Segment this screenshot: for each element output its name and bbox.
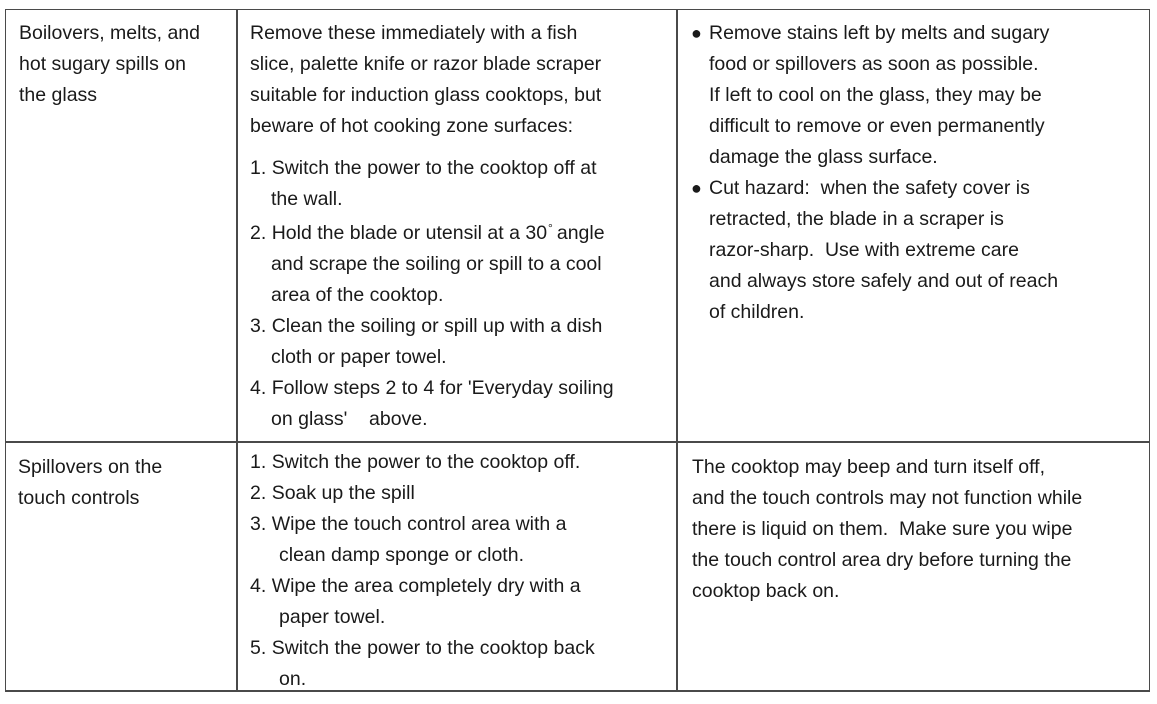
step-number: 4. [250,575,267,597]
step-number: 5. [250,637,267,659]
cleaning-table [5,9,1150,692]
step-text: Switch the power to the cooktop off. [271,451,581,473]
note-text-line: there is liquid on them. Make sure you wipe [692,518,1073,540]
list-item [250,153,614,215]
note-text: Remove stains left by melts and sugary [709,22,1050,44]
step-text: the wall. [271,188,343,210]
problem-text-line: touch controls [18,487,140,509]
note-text-line: the touch control area dry before turning the [692,549,1072,571]
row2-problem-cell [18,452,162,514]
step-number: 3. [250,513,267,535]
note-text: of children. [709,301,805,323]
problem-text-line: Boilovers, melts, and [19,22,200,44]
step-text: Soak up the spill [271,482,415,504]
list-item [250,478,595,509]
row1-solution-cell [250,18,614,435]
list-item [691,173,1059,328]
row2-notes-cell [692,452,1082,607]
note-text: Cut hazard: when the safety cover is [709,177,1030,199]
step-text: paper towel. [279,606,386,628]
row1-notes-cell [691,18,1059,328]
step-number: 2. [250,482,267,504]
solution-intro-line: suitable for induction glass cooktops, but [250,84,602,106]
note-text-line: and the touch controls may not function while [692,487,1083,509]
problem-text-line: the glass [19,84,98,106]
step-text: Clean the soiling or spill up with a dish [271,315,603,337]
column-divider [676,10,678,690]
bullet-icon: ● [691,23,702,43]
step-number: 1. [250,451,267,473]
step-text: Follow steps 2 to 4 for 'Everyday soiling [271,377,614,399]
step-number: 3. [250,315,267,337]
step-text: on glass' above. [271,408,428,430]
note-text: retracted, the blade in a scraper is [709,208,1004,230]
note-text-line: cooktop back on. [692,580,840,602]
row-divider [6,441,1149,443]
note-text: food or spillovers as soon as possible. [709,53,1039,75]
step-text: clean damp sponge or cloth. [279,544,524,566]
step-text: Hold the blade or utensil at a 30 [271,222,548,244]
notes-list [691,18,1059,328]
list-item [250,571,595,633]
degree-symbol: ° [548,221,553,235]
steps-list [250,153,614,435]
list-item [250,633,595,695]
note-text: razor-sharp. Use with extreme care [709,239,1019,261]
list-item [250,373,614,435]
row1-problem-cell [19,18,200,111]
step-text: Wipe the touch control area with a [271,513,567,535]
step-text: and scrape the soiling or spill to a cool [271,253,602,275]
problem-text-line: Spillovers on the [18,456,163,478]
step-number: 2. [250,222,267,244]
step-text: cloth or paper towel. [271,346,447,368]
step-text: angle [556,222,605,244]
step-number: 4. [250,377,267,399]
step-text: on. [279,668,307,690]
list-item [250,447,595,478]
problem-text-line: hot sugary spills on [19,53,186,75]
steps-list [250,447,595,695]
list-item [691,18,1058,173]
note-text: If left to cool on the glass, they may be [709,84,1042,106]
note-text: and always store safely and out of reach [709,270,1059,292]
step-text: area of the cooktop. [271,284,444,306]
step-text: Switch the power to the cooktop off at [271,157,597,179]
step-text: Switch the power to the cooktop back [271,637,595,659]
solution-intro-line: Remove these immediately with a fish [250,22,578,44]
note-text-line: The cooktop may beep and turn itself off, [692,456,1046,478]
bullet-icon: ● [691,178,702,198]
note-text: damage the glass surface. [709,146,938,168]
step-text: Wipe the area completely dry with a [271,575,581,597]
list-item [250,218,614,311]
solution-intro-line: beware of hot cooking zone surfaces: [250,115,574,137]
list-item [250,509,595,571]
column-divider [236,10,238,690]
list-item [250,311,614,373]
solution-intro-line: slice, palette knife or razor blade scraper [250,53,602,75]
row2-solution-cell [250,447,595,695]
step-number: 1. [250,157,267,179]
note-text: difficult to remove or even permanently [709,115,1045,137]
